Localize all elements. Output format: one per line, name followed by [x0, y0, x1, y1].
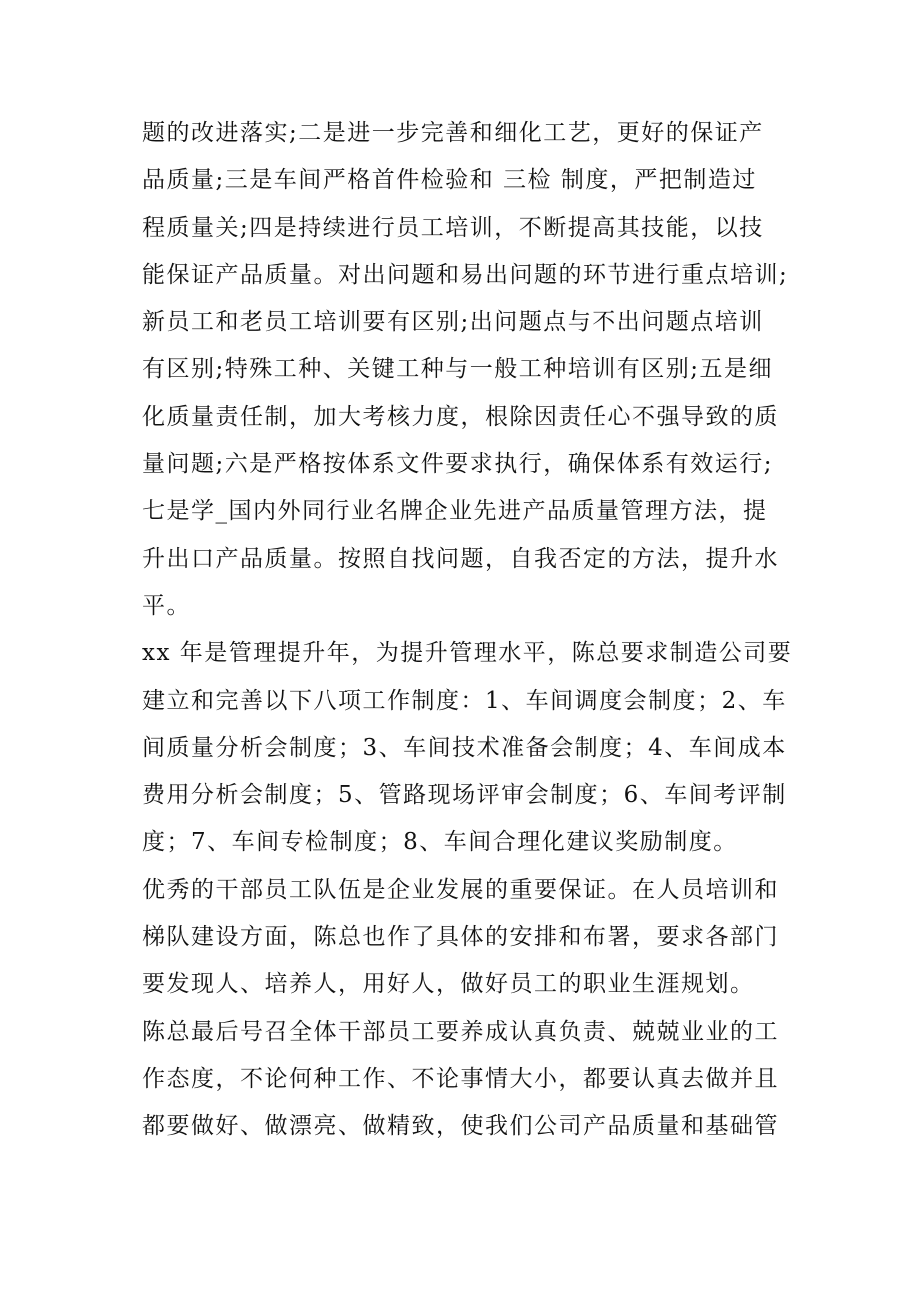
- text-line: 新员工和老员工培训要有区别;出问题点与不出问题点培训: [142, 309, 764, 336]
- text-line: 都要做好、做漂亮、做精致，使我们公司产品质量和基础管: [142, 1113, 779, 1140]
- text-line: 量问题;六是严格按体系文件要求执行，确保体系有效运行;: [142, 451, 773, 478]
- text-line: 品质量;三是车间严格首件检验和 三检 制度，严把制造过: [142, 167, 757, 194]
- text-line: xx 年是管理提升年，为提升管理水平，陈总要求制造公司要: [142, 640, 793, 667]
- text-line: 化质量责任制，加大考核力度，根除因责任心不强导致的质: [142, 403, 779, 430]
- text-line: 程质量关;四是持续进行员工培训，不断提高其技能，以技: [142, 214, 764, 241]
- text-line: 建立和完善以下八项工作制度：1、车间调度会制度；2、车: [142, 687, 787, 714]
- text-line: 间质量分析会制度；3、车间技术准备会制度；4、车间成本: [142, 734, 787, 761]
- text-line: 度；7、车间专检制度；8、车间合理化建议奖励制度。: [142, 829, 738, 856]
- text-line: 七是学_国内外同行业名牌企业先进产品质量管理方法，提: [142, 498, 768, 525]
- text-line: 梯队建设方面，陈总也作了具体的安排和布署，要求各部门: [142, 924, 779, 951]
- text-line: 要发现人、培养人，用好人，做好员工的职业生涯规划。: [142, 971, 755, 998]
- text-line: 费用分析会制度；5、管路现场评审会制度；6、车间考评制: [142, 782, 787, 809]
- text-line: 陈总最后号召全体干部员工要养成认真负责、兢兢业业的工: [142, 1018, 779, 1045]
- text-line: 题的改进落实;二是进一步完善和细化工艺，更好的保证产: [142, 120, 764, 146]
- text-line: 能保证产品质量。对出问题和易出问题的环节进行重点培训;: [142, 261, 789, 288]
- text-line: 有区别;特殊工种、关键工种与一般工种培训有区别;五是细: [142, 356, 773, 383]
- text-line: 作态度，不论何种工作、不论事情大小，都要认真去做并且: [142, 1065, 779, 1092]
- text-line: 平。: [142, 592, 191, 619]
- text-line: 优秀的干部员工队伍是企业发展的重要保证。在人员培训和: [142, 876, 779, 903]
- text-line: 升出口产品质量。按照自找问题，自我否定的方法，提升水: [142, 545, 779, 572]
- document-body: [142, 110, 792, 1151]
